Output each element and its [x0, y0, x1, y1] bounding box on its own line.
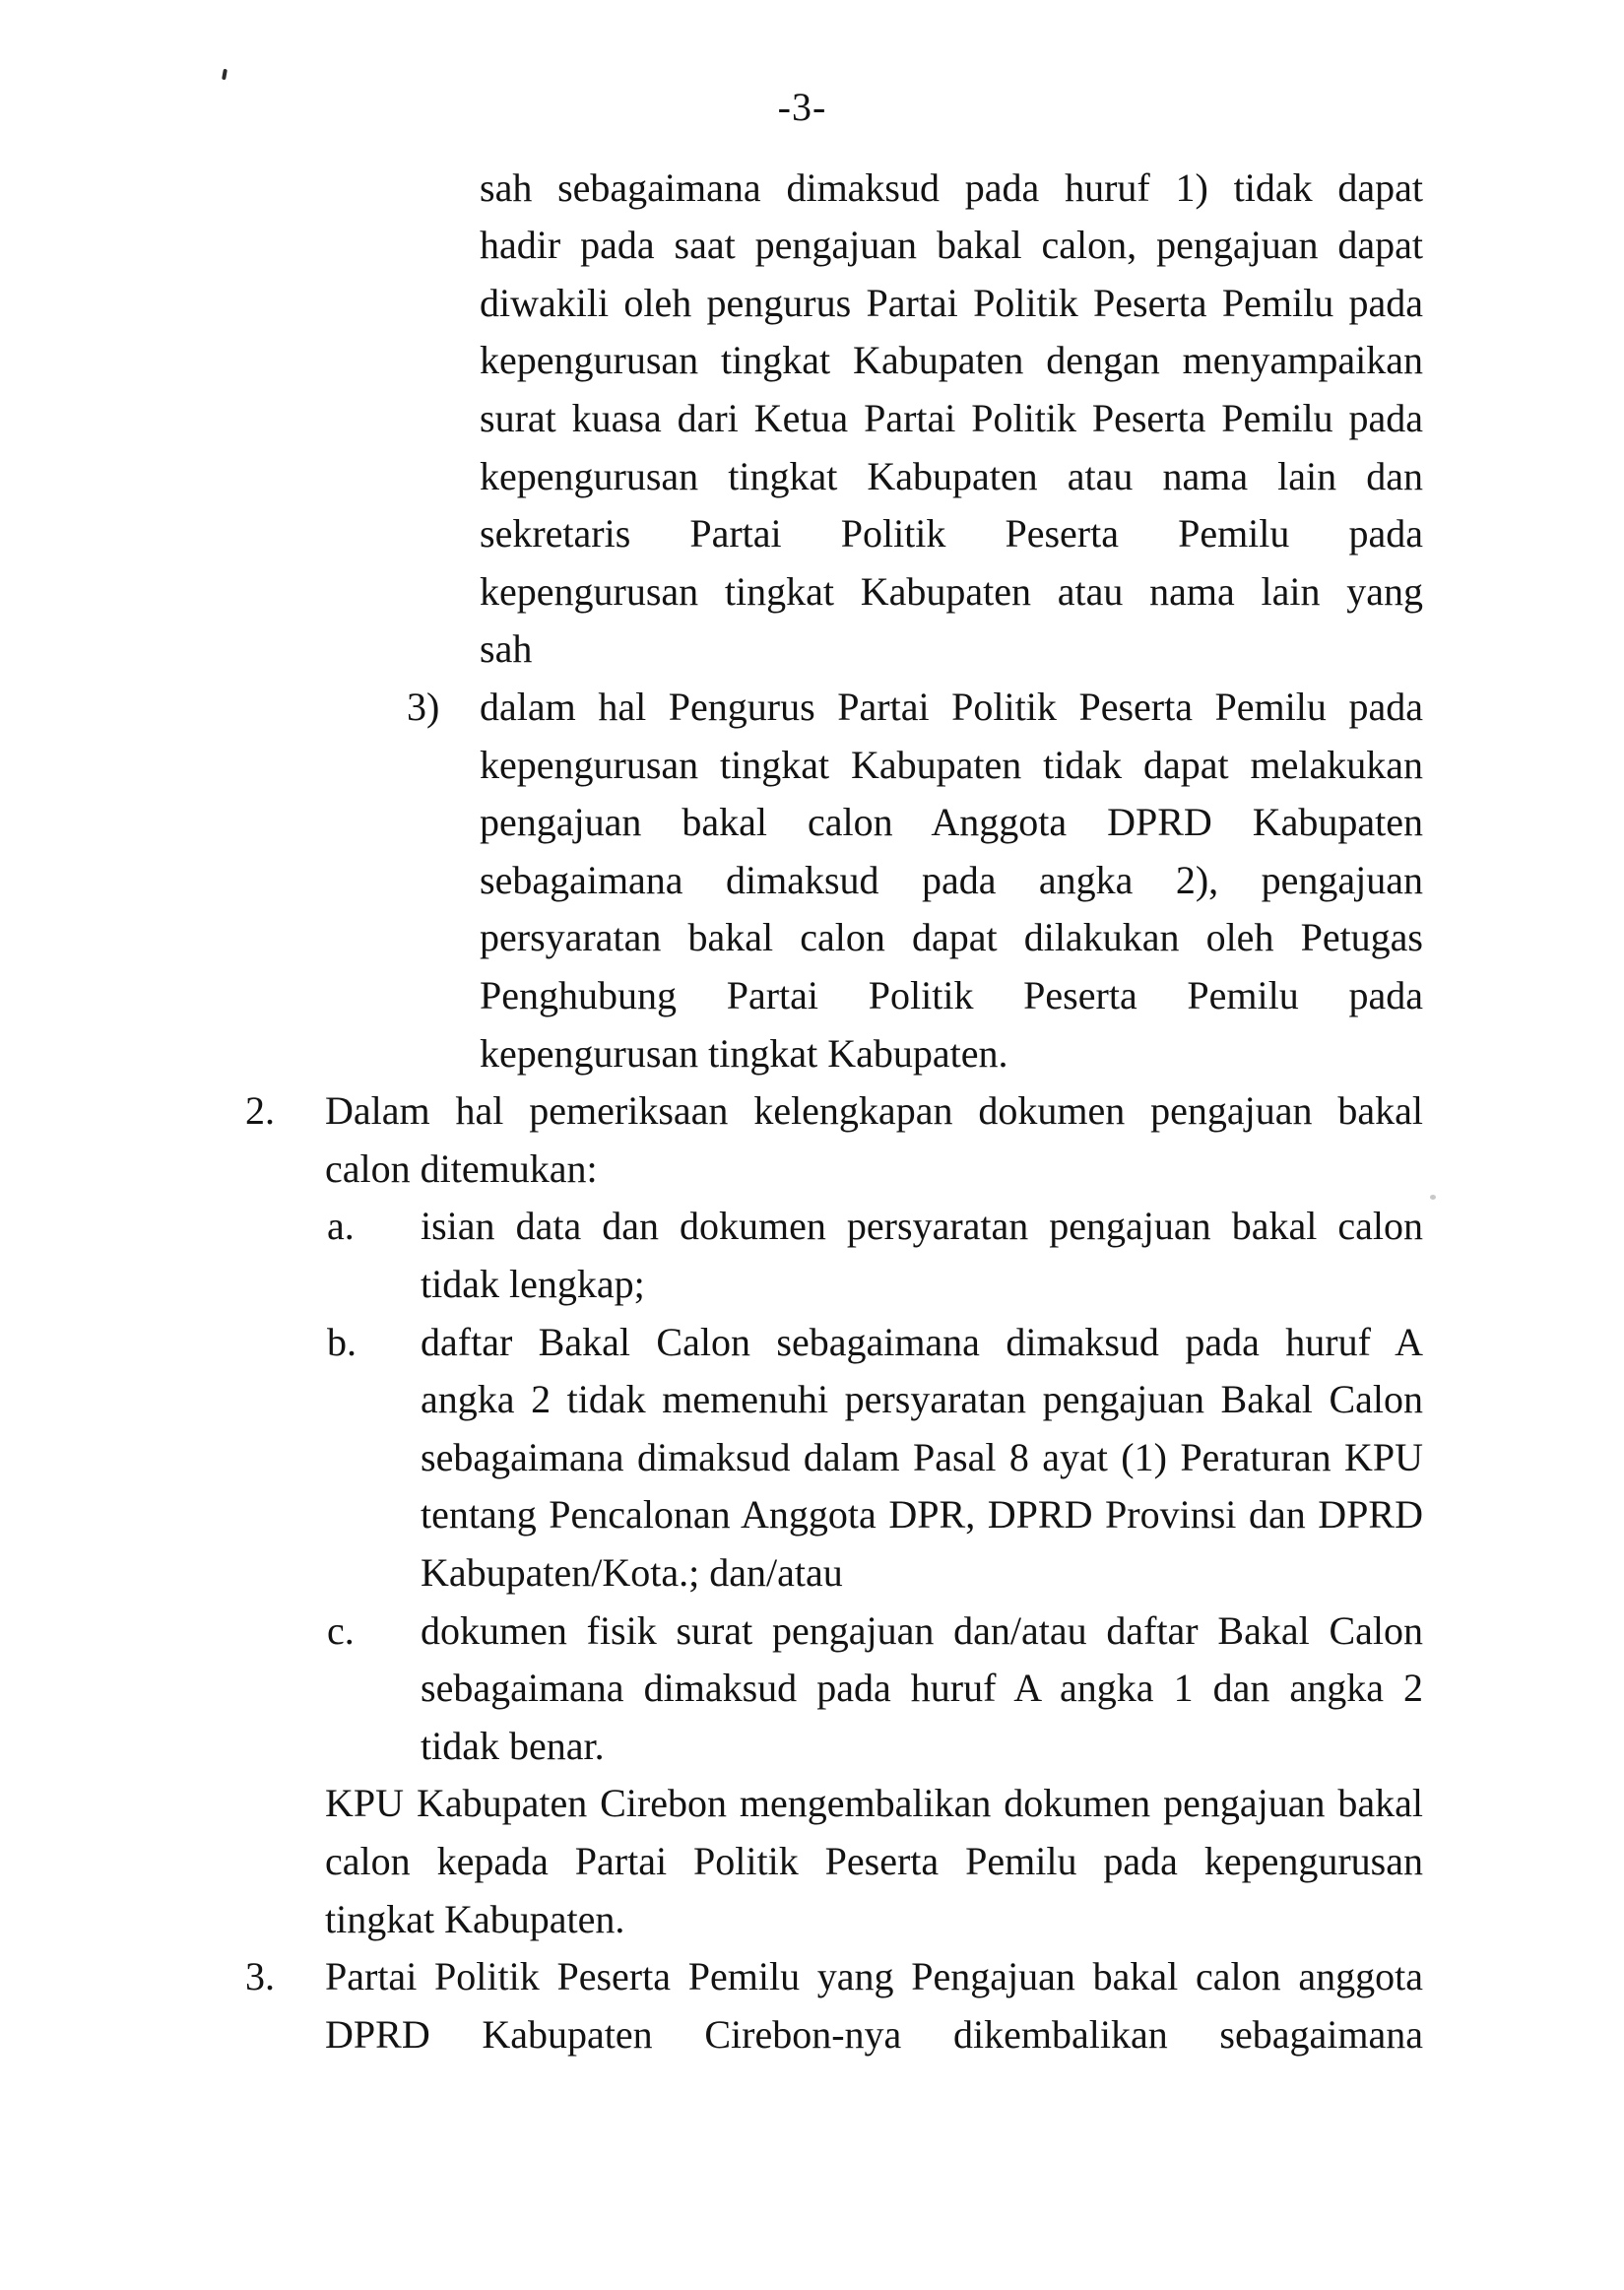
text-line [0, 1255, 1624, 1313]
text-line-content: Partai Politik Peserta Pemilu yang Pengajuan bakal calon anggota [325, 1954, 1423, 1998]
text-line-content: DPRD Kabupaten Cirebon-nya dikembalikan sebagaimana [325, 2012, 1423, 2057]
text-line-content: KPU Kabupaten Cirebon mengembalikan dokumen pengajuan bakal [325, 1781, 1423, 1825]
text-line-content: calon ditemukan: [325, 1146, 598, 1191]
text-line-content: dokumen fisik surat pengajuan dan/atau daftar Bakal Calon [421, 1608, 1423, 1653]
text-line [0, 2005, 1624, 2063]
text-line [0, 678, 1624, 736]
text-line [0, 851, 1624, 909]
text-line-content: kepengurusan tingkat Kabupaten dengan menyampaikan [480, 338, 1423, 382]
text-line [0, 793, 1624, 851]
text-line-content: hadir pada saat pengajuan bakal calon, pengajuan dapat [480, 223, 1423, 267]
text-line [0, 1774, 1624, 1832]
text-line-content: sah sebagaimana dimaksud pada huruf 1) tidak dapat [480, 165, 1423, 210]
text-line [0, 1313, 1624, 1371]
text-line [0, 389, 1624, 447]
text-line-content: kepengurusan tingkat Kabupaten. [480, 1031, 1008, 1076]
text-line-content: pengajuan bakal calon Anggota DPRD Kabupaten [480, 800, 1423, 844]
text-line-content: Penghubung Partai Politik Peserta Pemilu pada [480, 973, 1423, 1017]
text-line-content: sekretaris Partai Politik Peserta Pemilu pada [480, 511, 1423, 556]
text-line [0, 1428, 1624, 1486]
text-line-content: dalam hal Pengurus Partai Politik Peserta Pemilu pada [480, 685, 1423, 729]
list-marker: c. [327, 1608, 355, 1653]
text-line-content: tidak lengkap; [421, 1262, 645, 1306]
text-line [0, 331, 1624, 389]
text-line-content: sah [480, 626, 533, 671]
list-marker: 3) [407, 685, 440, 729]
text-line [0, 562, 1624, 621]
text-line-content: Kabupaten/Kota.; dan/atau [421, 1550, 843, 1595]
text-line-content: angka 2 tidak memenuhi persyaratan pengajuan Bakal Calon [421, 1377, 1423, 1421]
text-line-content: persyaratan bakal calon dapat dilakukan oleh Petugas [480, 915, 1423, 959]
text-line-content: kepengurusan tingkat Kabupaten atau nama lain dan [480, 454, 1423, 498]
text-line-content: sebagaimana dimaksud dalam Pasal 8 ayat (1) Peraturan KPU [421, 1435, 1423, 1479]
text-line [0, 274, 1624, 332]
text-line [0, 1717, 1624, 1775]
page-number: -3- [777, 85, 827, 129]
list-marker: 2. [245, 1088, 275, 1133]
text-line-content: tentang Pencalonan Anggota DPR, DPRD Provinsi dan DPRD [421, 1492, 1423, 1537]
text-line [0, 1081, 1624, 1140]
text-line-content: tidak benar. [421, 1724, 605, 1768]
text-line [0, 1602, 1624, 1660]
text-line [0, 620, 1624, 678]
text-line-content: sebagaimana dimaksud pada angka 2), pengajuan [480, 858, 1423, 902]
text-line [0, 736, 1624, 794]
text-line [0, 1543, 1624, 1602]
text-line [0, 1024, 1624, 1082]
text-line-content: surat kuasa dari Ketua Partai Politik Peserta Pemilu pada [480, 396, 1423, 440]
text-line-content: tingkat Kabupaten. [325, 1897, 625, 1941]
text-line [0, 1947, 1624, 2005]
scan-speckle [1430, 1195, 1436, 1200]
text-line [0, 1890, 1624, 1948]
text-line-content: diwakili oleh pengurus Partai Politik Peserta Pemilu pada [480, 281, 1423, 325]
text-line [0, 1832, 1624, 1890]
text-line [0, 447, 1624, 505]
list-marker: 3. [245, 1954, 275, 1998]
text-line [0, 504, 1624, 562]
text-line-content: daftar Bakal Calon sebagaimana dimaksud pada huruf A [421, 1320, 1423, 1364]
text-line-content: kepengurusan tingkat Kabupaten atau nama lain yang [480, 569, 1423, 614]
text-line [0, 908, 1624, 966]
text-line [0, 1485, 1624, 1543]
list-marker: b. [327, 1320, 357, 1364]
text-line-content: Dalam hal pemeriksaan kelengkapan dokumen pengajuan bakal [325, 1088, 1423, 1133]
text-line [0, 966, 1624, 1024]
text-line-content: calon kepada Partai Politik Peserta Pemilu pada kepengurusan [325, 1839, 1423, 1883]
text-line-content: sebagaimana dimaksud pada huruf A angka 1 dan angka 2 [421, 1666, 1423, 1710]
text-line [0, 1370, 1624, 1428]
text-line-content: kepengurusan tingkat Kabupaten tidak dapat melakukan [480, 743, 1423, 787]
list-marker: a. [327, 1204, 355, 1248]
text-line [0, 1197, 1624, 1255]
text-line [0, 159, 1624, 217]
text-line [0, 1659, 1624, 1717]
text-line-content: isian data dan dokumen persyaratan pengajuan bakal calon [421, 1204, 1423, 1248]
text-line [0, 216, 1624, 274]
text-line [0, 1140, 1624, 1198]
